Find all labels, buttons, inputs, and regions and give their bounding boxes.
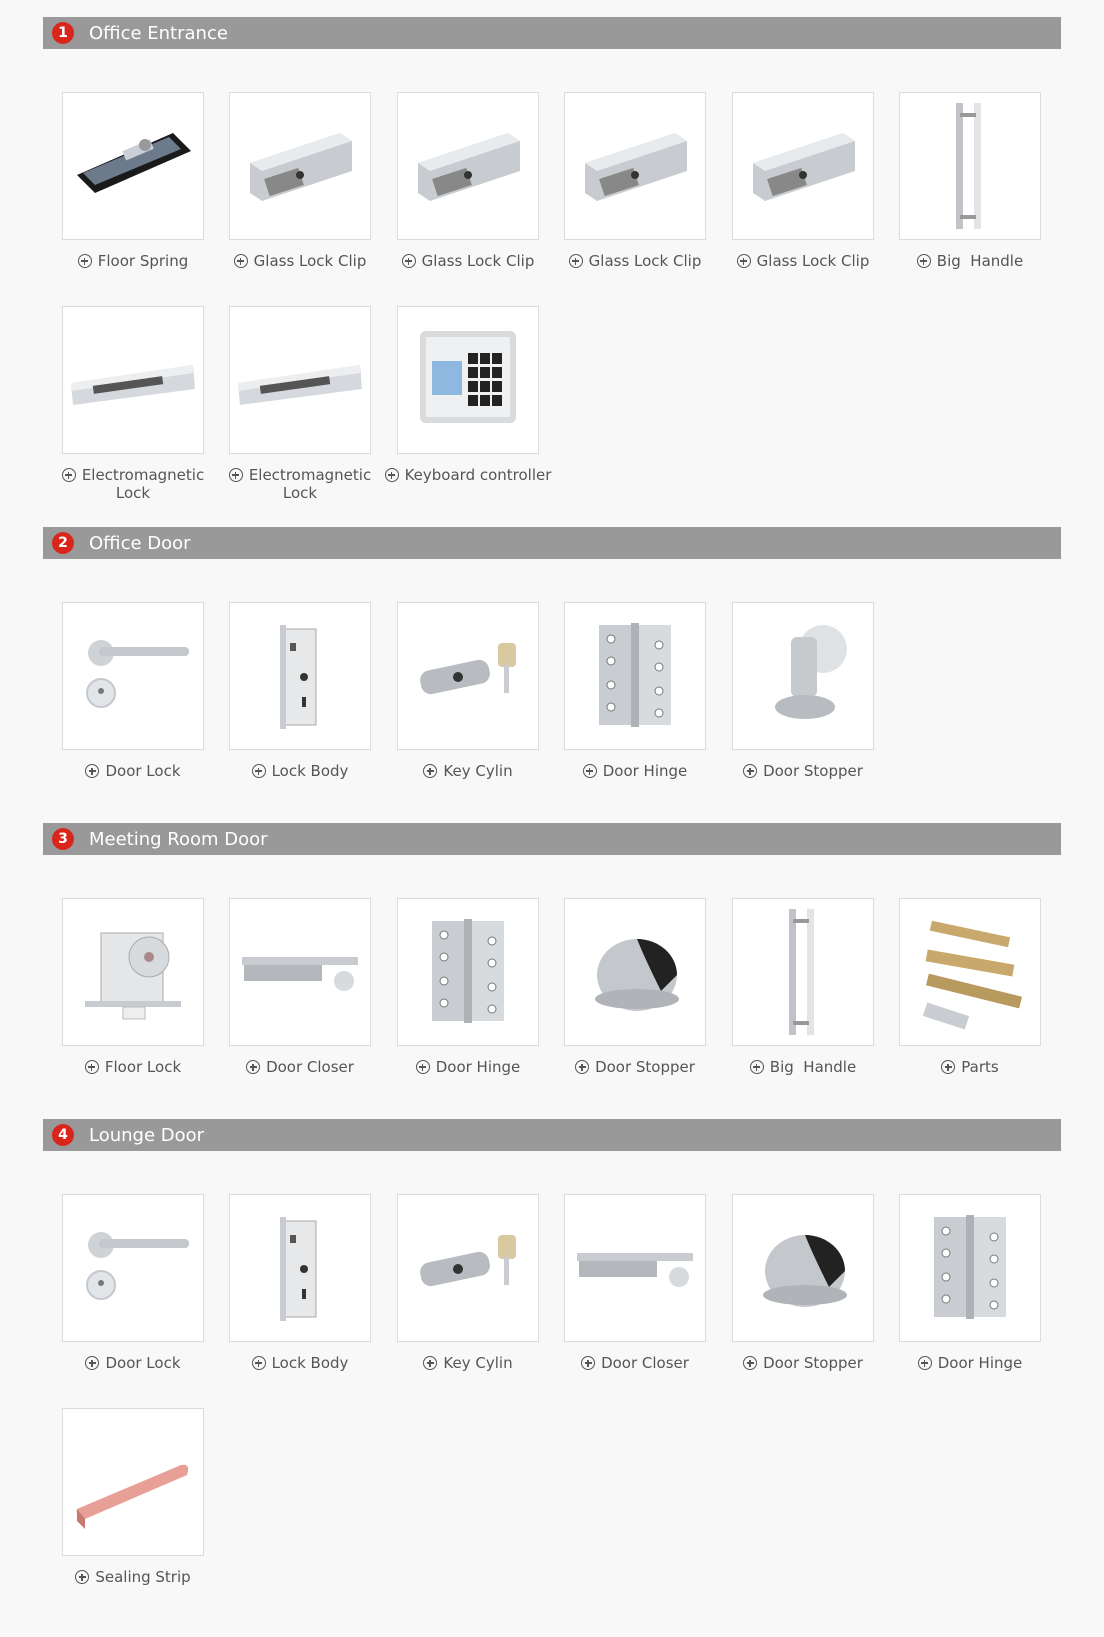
- lock-body-icon[interactable]: [229, 1194, 371, 1342]
- plus-circle-icon[interactable]: [234, 254, 248, 268]
- plus-circle-icon[interactable]: [917, 254, 931, 268]
- key-cylinder-icon[interactable]: [397, 602, 539, 750]
- plus-circle-icon[interactable]: [252, 1356, 266, 1370]
- product-label: Electromagnetic Lock: [81, 466, 209, 502]
- product-caption[interactable]: [49, 466, 217, 502]
- section-number-badge: 2: [52, 532, 74, 554]
- section-header: [43, 17, 1061, 49]
- plus-circle-icon[interactable]: [575, 1060, 589, 1074]
- plus-circle-icon[interactable]: [85, 1060, 99, 1074]
- glass-lock-clip-icon[interactable]: [397, 92, 539, 240]
- plus-circle-icon[interactable]: [750, 1060, 764, 1074]
- product-caption[interactable]: [719, 1354, 887, 1372]
- product-label: Electromagnetic Lock: [248, 466, 376, 502]
- product-caption[interactable]: [719, 252, 887, 270]
- product-caption[interactable]: [551, 252, 719, 270]
- product-caption[interactable]: [49, 762, 217, 780]
- product-label: Big Handle: [769, 1058, 857, 1076]
- plus-circle-icon[interactable]: [583, 764, 597, 778]
- keyboard-controller-icon[interactable]: [397, 306, 539, 454]
- section-title: Lounge Door: [89, 1124, 205, 1146]
- product-caption[interactable]: [551, 1354, 719, 1372]
- door-hinge-icon[interactable]: [899, 1194, 1041, 1342]
- electromagnetic-lock-icon[interactable]: [62, 306, 204, 454]
- door-stopper-icon[interactable]: [732, 602, 874, 750]
- section-title: Office Entrance: [89, 22, 228, 44]
- product-label: Door Lock: [105, 1354, 181, 1372]
- product-label: Glass Lock Clip: [756, 252, 870, 270]
- glass-lock-clip-icon[interactable]: [564, 92, 706, 240]
- product-label: Glass Lock Clip: [421, 252, 535, 270]
- lock-body-icon[interactable]: [229, 602, 371, 750]
- product-caption[interactable]: [551, 1058, 719, 1076]
- sealing-strip-icon[interactable]: [62, 1408, 204, 1556]
- plus-circle-icon[interactable]: [941, 1060, 955, 1074]
- product-label: Lock Body: [271, 762, 349, 780]
- product-caption[interactable]: [384, 1354, 552, 1372]
- product-label: Door Stopper: [595, 1058, 695, 1076]
- product-label: Door Stopper: [763, 762, 863, 780]
- plus-circle-icon[interactable]: [581, 1356, 595, 1370]
- product-label: Door Hinge: [602, 762, 688, 780]
- big-handle-icon[interactable]: [732, 898, 874, 1046]
- plus-circle-icon[interactable]: [85, 1356, 99, 1370]
- product-caption[interactable]: [886, 252, 1054, 270]
- product-caption[interactable]: [384, 1058, 552, 1076]
- section-number-badge: 3: [52, 828, 74, 850]
- section-number-badge: 4: [52, 1124, 74, 1146]
- door-closer-icon[interactable]: [229, 898, 371, 1046]
- product-label: Door Closer: [601, 1354, 689, 1372]
- plus-circle-icon[interactable]: [246, 1060, 260, 1074]
- product-label: Parts: [961, 1058, 999, 1076]
- plus-circle-icon[interactable]: [743, 1356, 757, 1370]
- plus-circle-icon[interactable]: [743, 764, 757, 778]
- product-caption[interactable]: [216, 466, 384, 502]
- section-header: [43, 527, 1061, 559]
- product-label: Floor Lock: [104, 1058, 182, 1076]
- product-caption[interactable]: [49, 1568, 217, 1586]
- product-caption[interactable]: [216, 762, 384, 780]
- floor-lock-icon[interactable]: [62, 898, 204, 1046]
- product-label: Door Hinge: [435, 1058, 521, 1076]
- plus-circle-icon[interactable]: [423, 764, 437, 778]
- section-header: [43, 823, 1061, 855]
- big-handle-icon[interactable]: [899, 92, 1041, 240]
- door-lock-icon[interactable]: [62, 602, 204, 750]
- product-label: Door Closer: [266, 1058, 354, 1076]
- section-title: Meeting Room Door: [89, 828, 268, 850]
- plus-circle-icon[interactable]: [85, 764, 99, 778]
- section-header: [43, 1119, 1061, 1151]
- glass-lock-clip-icon[interactable]: [229, 92, 371, 240]
- door-closer-icon[interactable]: [564, 1194, 706, 1342]
- dome-door-stopper-icon[interactable]: [564, 898, 706, 1046]
- product-label: Floor Spring: [97, 252, 189, 270]
- plus-circle-icon[interactable]: [416, 1060, 430, 1074]
- product-caption[interactable]: [719, 1058, 887, 1076]
- product-caption[interactable]: [49, 1058, 217, 1076]
- plus-circle-icon[interactable]: [569, 254, 583, 268]
- plus-circle-icon[interactable]: [252, 764, 266, 778]
- plus-circle-icon[interactable]: [229, 468, 243, 482]
- plus-circle-icon[interactable]: [62, 468, 76, 482]
- plus-circle-icon[interactable]: [78, 254, 92, 268]
- product-caption[interactable]: [551, 762, 719, 780]
- product-caption[interactable]: [719, 762, 887, 780]
- door-lock-icon[interactable]: [62, 1194, 204, 1342]
- product-label: Door Stopper: [763, 1354, 863, 1372]
- product-caption[interactable]: [216, 252, 384, 270]
- product-label: Key Cylin: [443, 1354, 513, 1372]
- floor-spring-icon[interactable]: [62, 92, 204, 240]
- key-cylinder-icon[interactable]: [397, 1194, 539, 1342]
- product-label: Glass Lock Clip: [253, 252, 367, 270]
- plus-circle-icon[interactable]: [918, 1356, 932, 1370]
- dome-door-stopper-icon[interactable]: [732, 1194, 874, 1342]
- electromagnetic-lock-icon[interactable]: [229, 306, 371, 454]
- section-number-badge: 1: [52, 22, 74, 44]
- product-label: Keyboard controller: [404, 466, 552, 484]
- product-caption[interactable]: [216, 1058, 384, 1076]
- pivot-parts-icon[interactable]: [899, 898, 1041, 1046]
- product-label: Sealing Strip: [95, 1568, 191, 1586]
- door-hinge-icon[interactable]: [564, 602, 706, 750]
- product-label: Glass Lock Clip: [588, 252, 702, 270]
- product-caption[interactable]: [886, 1354, 1054, 1372]
- section-title: Office Door: [89, 532, 191, 554]
- plus-circle-icon[interactable]: [385, 468, 399, 482]
- product-caption[interactable]: [216, 1354, 384, 1372]
- glass-lock-clip-icon[interactable]: [732, 92, 874, 240]
- product-caption[interactable]: [886, 1058, 1054, 1076]
- product-label: Door Lock: [105, 762, 181, 780]
- product-caption[interactable]: [384, 762, 552, 780]
- plus-circle-icon[interactable]: [737, 254, 751, 268]
- door-hinge-icon[interactable]: [397, 898, 539, 1046]
- product-caption[interactable]: [49, 252, 217, 270]
- product-label: Lock Body: [271, 1354, 349, 1372]
- product-caption[interactable]: [49, 1354, 217, 1372]
- plus-circle-icon[interactable]: [402, 254, 416, 268]
- product-caption[interactable]: [384, 466, 552, 484]
- product-label: Key Cylin: [443, 762, 513, 780]
- plus-circle-icon[interactable]: [423, 1356, 437, 1370]
- plus-circle-icon[interactable]: [75, 1570, 89, 1584]
- product-caption[interactable]: [384, 252, 552, 270]
- product-label: Big Handle: [936, 252, 1024, 270]
- product-label: Door Hinge: [937, 1354, 1023, 1372]
